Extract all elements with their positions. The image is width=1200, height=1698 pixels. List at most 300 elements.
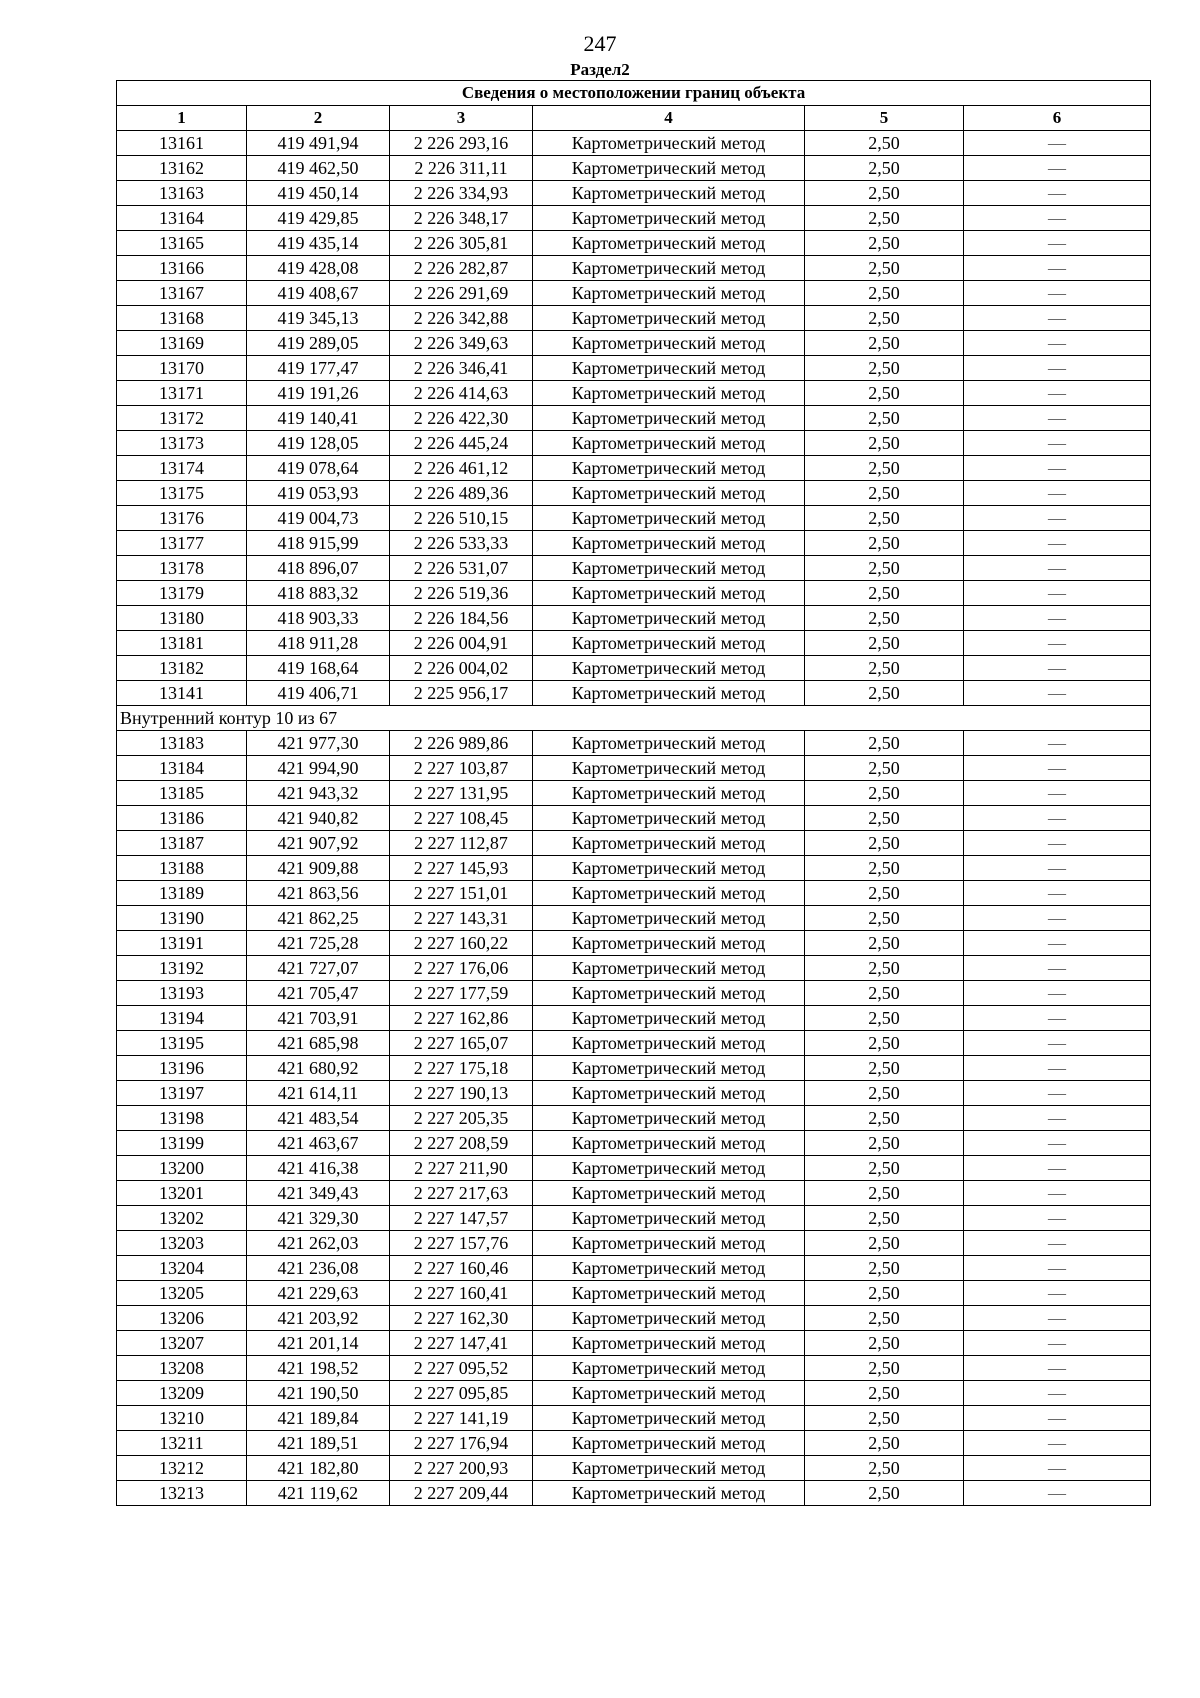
method: Картометрический метод [533,1481,805,1506]
point-number: 13176 [117,506,247,531]
accuracy: 2,50 [805,831,964,856]
coordinate-x: 419 428,08 [247,256,390,281]
coordinate-y: 2 226 349,63 [390,331,533,356]
point-number: 13199 [117,1131,247,1156]
note: — [964,231,1151,256]
column-number: 6 [964,106,1151,131]
accuracy: 2,50 [805,406,964,431]
note: — [964,1481,1151,1506]
column-number: 2 [247,106,390,131]
coordinate-x: 421 909,88 [247,856,390,881]
table-row [117,756,1151,781]
method: Картометрический метод [533,781,805,806]
method: Картометрический метод [533,581,805,606]
coordinate-y: 2 227 141,19 [390,1406,533,1431]
note: — [964,1406,1151,1431]
table-row [117,731,1151,756]
table-row [117,1356,1151,1381]
note: — [964,1131,1151,1156]
point-number: 13212 [117,1456,247,1481]
table-row [117,281,1151,306]
coordinate-x: 421 262,03 [247,1231,390,1256]
coordinate-x: 419 450,14 [247,181,390,206]
accuracy: 2,50 [805,131,964,156]
coordinate-y: 2 227 095,52 [390,1356,533,1381]
accuracy: 2,50 [805,1281,964,1306]
coordinate-x: 421 416,38 [247,1156,390,1181]
point-number: 13213 [117,1481,247,1506]
point-number: 13195 [117,1031,247,1056]
note: — [964,556,1151,581]
method: Картометрический метод [533,1031,805,1056]
table-row [117,981,1151,1006]
accuracy: 2,50 [805,1306,964,1331]
method: Картометрический метод [533,1281,805,1306]
note: — [964,1206,1151,1231]
table-row [117,206,1151,231]
point-number: 13173 [117,431,247,456]
table-row [117,956,1151,981]
table-row [117,1431,1151,1456]
accuracy: 2,50 [805,281,964,306]
accuracy: 2,50 [805,806,964,831]
coordinate-x: 419 406,71 [247,681,390,706]
coordinate-x: 419 491,94 [247,131,390,156]
method: Картометрический метод [533,456,805,481]
table-row [117,1331,1151,1356]
note: — [964,281,1151,306]
table-caption: Сведения о местоположении границ объекта [117,81,1151,106]
table-row [117,1181,1151,1206]
table-row [117,331,1151,356]
coordinate-x: 421 198,52 [247,1356,390,1381]
coordinate-y: 2 227 160,41 [390,1281,533,1306]
point-number: 13181 [117,631,247,656]
coordinate-y: 2 227 177,59 [390,981,533,1006]
accuracy: 2,50 [805,1406,964,1431]
coordinate-y: 2 227 143,31 [390,906,533,931]
point-number: 13185 [117,781,247,806]
note: — [964,1306,1151,1331]
coordinate-y: 2 226 531,07 [390,556,533,581]
method: Картометрический метод [533,631,805,656]
point-number: 13164 [117,206,247,231]
point-number: 13207 [117,1331,247,1356]
coordinate-y: 2 227 162,30 [390,1306,533,1331]
coordinate-y: 2 227 112,87 [390,831,533,856]
point-number: 13172 [117,406,247,431]
coordinate-x: 418 903,33 [247,606,390,631]
accuracy: 2,50 [805,531,964,556]
coordinate-y: 2 226 004,02 [390,656,533,681]
note: — [964,606,1151,631]
method: Картометрический метод [533,956,805,981]
point-number: 13192 [117,956,247,981]
note: — [964,1231,1151,1256]
table-row [117,1456,1151,1481]
method: Картометрический метод [533,1131,805,1156]
method: Картометрический метод [533,1156,805,1181]
table-row [117,681,1151,706]
table-row [117,481,1151,506]
table-row [117,606,1151,631]
point-number: 13170 [117,356,247,381]
note: — [964,856,1151,881]
table-row [117,1131,1151,1156]
accuracy: 2,50 [805,681,964,706]
point-number: 13163 [117,181,247,206]
table-row [117,181,1151,206]
method: Картометрический метод [533,606,805,631]
coordinate-y: 2 227 176,06 [390,956,533,981]
accuracy: 2,50 [805,756,964,781]
note: — [964,1456,1151,1481]
coordinate-y: 2 226 414,63 [390,381,533,406]
accuracy: 2,50 [805,1006,964,1031]
table-row [117,1231,1151,1256]
coordinate-y: 2 226 422,30 [390,406,533,431]
table-row [117,456,1151,481]
table-row [117,356,1151,381]
point-number: 13206 [117,1306,247,1331]
point-number: 13162 [117,156,247,181]
accuracy: 2,50 [805,456,964,481]
coordinate-x: 419 128,05 [247,431,390,456]
table-row [117,506,1151,531]
point-number: 13174 [117,456,247,481]
accuracy: 2,50 [805,881,964,906]
table-row [117,1381,1151,1406]
method: Картометрический метод [533,1331,805,1356]
point-number: 13189 [117,881,247,906]
coordinate-y: 2 226 519,36 [390,581,533,606]
table-row [117,1481,1151,1506]
coordinate-x: 421 863,56 [247,881,390,906]
coordinate-x: 421 189,51 [247,1431,390,1456]
coordinate-y: 2 226 342,88 [390,306,533,331]
table-row [117,931,1151,956]
table-row [117,431,1151,456]
coordinate-x: 421 727,07 [247,956,390,981]
accuracy: 2,50 [805,356,964,381]
section-title: Раздел2 [570,60,630,79]
coordinate-y: 2 226 346,41 [390,356,533,381]
point-number: 13211 [117,1431,247,1456]
point-number: 13169 [117,331,247,356]
coordinate-y: 2 227 131,95 [390,781,533,806]
table-row [117,1031,1151,1056]
method: Картометрический метод [533,1231,805,1256]
coordinate-y: 2 227 108,45 [390,806,533,831]
point-number: 13171 [117,381,247,406]
coordinate-y: 2 227 165,07 [390,1031,533,1056]
table-row [117,781,1151,806]
table-row [117,1081,1151,1106]
coordinate-x: 421 203,92 [247,1306,390,1331]
note: — [964,306,1151,331]
note: — [964,506,1151,531]
note: — [964,906,1151,931]
note: — [964,1331,1151,1356]
accuracy: 2,50 [805,1456,964,1481]
coordinate-x: 421 463,67 [247,1131,390,1156]
point-number: 13175 [117,481,247,506]
coordinate-y: 2 227 160,46 [390,1256,533,1281]
point-number: 13188 [117,856,247,881]
coordinate-x: 421 190,50 [247,1381,390,1406]
coordinate-y: 2 225 956,17 [390,681,533,706]
coordinate-x: 419 429,85 [247,206,390,231]
table-row [117,256,1151,281]
accuracy: 2,50 [805,731,964,756]
coordinate-x: 421 685,98 [247,1031,390,1056]
coordinate-x: 418 911,28 [247,631,390,656]
note: — [964,131,1151,156]
coordinate-y: 2 227 217,63 [390,1181,533,1206]
coordinate-x: 419 289,05 [247,331,390,356]
table-body [117,81,1151,1506]
coordinate-y: 2 227 160,22 [390,931,533,956]
coordinate-x: 418 915,99 [247,531,390,556]
method: Картометрический метод [533,331,805,356]
accuracy: 2,50 [805,656,964,681]
point-number: 13201 [117,1181,247,1206]
coordinate-x: 419 078,64 [247,456,390,481]
method: Картометрический метод [533,431,805,456]
method: Картометрический метод [533,531,805,556]
point-number: 13191 [117,931,247,956]
point-number: 13187 [117,831,247,856]
accuracy: 2,50 [805,1181,964,1206]
accuracy: 2,50 [805,1231,964,1256]
coordinate-y: 2 226 533,33 [390,531,533,556]
coordinate-x: 421 614,11 [247,1081,390,1106]
accuracy: 2,50 [805,1206,964,1231]
note: — [964,831,1151,856]
coordinate-x: 418 883,32 [247,581,390,606]
point-number: 13161 [117,131,247,156]
coordinate-x: 419 140,41 [247,406,390,431]
coordinate-x: 418 896,07 [247,556,390,581]
point-number: 13165 [117,231,247,256]
table-row [117,156,1151,181]
coordinate-x: 421 977,30 [247,731,390,756]
coordinate-x: 421 940,82 [247,806,390,831]
method: Картометрический метод [533,906,805,931]
method: Картометрический метод [533,1406,805,1431]
note: — [964,1106,1151,1131]
point-number: 13184 [117,756,247,781]
note: — [964,681,1151,706]
note: — [964,356,1151,381]
coordinate-y: 2 226 510,15 [390,506,533,531]
note: — [964,1281,1151,1306]
point-number: 13167 [117,281,247,306]
coordinate-x: 421 189,84 [247,1406,390,1431]
point-number: 13196 [117,1056,247,1081]
coordinate-y: 2 226 184,56 [390,606,533,631]
accuracy: 2,50 [805,1431,964,1456]
coordinate-y: 2 226 291,69 [390,281,533,306]
point-number: 13210 [117,1406,247,1431]
method: Картометрический метод [533,831,805,856]
method: Картометрический метод [533,931,805,956]
point-number: 13190 [117,906,247,931]
point-number: 13178 [117,556,247,581]
note: — [964,431,1151,456]
accuracy: 2,50 [805,1356,964,1381]
note: — [964,1356,1151,1381]
table-row [117,831,1151,856]
accuracy: 2,50 [805,981,964,1006]
point-number: 13180 [117,606,247,631]
accuracy: 2,50 [805,606,964,631]
point-number: 13194 [117,1006,247,1031]
accuracy: 2,50 [805,256,964,281]
coordinate-y: 2 226 445,24 [390,431,533,456]
note: — [964,331,1151,356]
coordinate-x: 419 004,73 [247,506,390,531]
table-row [117,1206,1151,1231]
table-row [117,131,1151,156]
table-row [117,381,1151,406]
method: Картометрический метод [533,1081,805,1106]
method: Картометрический метод [533,1381,805,1406]
note: — [964,756,1151,781]
note: — [964,581,1151,606]
note: — [964,181,1151,206]
note: — [964,456,1151,481]
point-number: 13200 [117,1156,247,1181]
coordinate-x: 421 725,28 [247,931,390,956]
coordinate-x: 419 408,67 [247,281,390,306]
method: Картометрический метод [533,881,805,906]
method: Картометрический метод [533,481,805,506]
coordinate-y: 2 226 489,36 [390,481,533,506]
method: Картометрический метод [533,756,805,781]
method: Картометрический метод [533,1181,805,1206]
column-number: 5 [805,106,964,131]
table-row [117,806,1151,831]
note: — [964,1056,1151,1081]
coordinate-y: 2 227 211,90 [390,1156,533,1181]
coordinate-y: 2 227 208,59 [390,1131,533,1156]
note: — [964,531,1151,556]
table-row [117,531,1151,556]
note: — [964,406,1151,431]
coordinate-y: 2 227 175,18 [390,1056,533,1081]
method: Картометрический метод [533,206,805,231]
coordinate-y: 2 226 311,11 [390,156,533,181]
coordinate-y: 2 226 461,12 [390,456,533,481]
note: — [964,206,1151,231]
coordinate-x: 419 191,26 [247,381,390,406]
table-row [117,656,1151,681]
coordinate-y: 2 227 200,93 [390,1456,533,1481]
accuracy: 2,50 [805,1331,964,1356]
method: Картометрический метод [533,1056,805,1081]
coordinate-x: 421 201,14 [247,1331,390,1356]
point-number: 13166 [117,256,247,281]
coordinate-x: 421 236,08 [247,1256,390,1281]
accuracy: 2,50 [805,431,964,456]
table-row [117,306,1151,331]
accuracy: 2,50 [805,856,964,881]
coordinate-x: 421 680,92 [247,1056,390,1081]
coordinate-x: 419 345,13 [247,306,390,331]
accuracy: 2,50 [805,306,964,331]
coordinate-y: 2 226 004,91 [390,631,533,656]
coordinate-y: 2 227 147,41 [390,1331,533,1356]
coordinate-x: 419 435,14 [247,231,390,256]
coordinate-x: 419 053,93 [247,481,390,506]
coordinate-x: 419 177,47 [247,356,390,381]
coordinate-x: 421 182,80 [247,1456,390,1481]
method: Картометрический метод [533,1456,805,1481]
method: Картометрический метод [533,256,805,281]
method: Картометрический метод [533,556,805,581]
accuracy: 2,50 [805,581,964,606]
coordinate-y: 2 226 282,87 [390,256,533,281]
note: — [964,1256,1151,1281]
accuracy: 2,50 [805,1381,964,1406]
coordinate-x: 421 349,43 [247,1181,390,1206]
coordinate-y: 2 227 145,93 [390,856,533,881]
accuracy: 2,50 [805,231,964,256]
contour-row [117,706,1151,731]
column-number: 4 [533,106,805,131]
coordinate-x: 421 705,47 [247,981,390,1006]
table-row [117,231,1151,256]
coordinate-x: 419 168,64 [247,656,390,681]
coordinate-x: 421 329,30 [247,1206,390,1231]
note: — [964,381,1151,406]
accuracy: 2,50 [805,1106,964,1131]
point-number: 13208 [117,1356,247,1381]
accuracy: 2,50 [805,956,964,981]
point-number: 13177 [117,531,247,556]
method: Картометрический метод [533,1106,805,1131]
method: Картометрический метод [533,356,805,381]
point-number: 13168 [117,306,247,331]
coordinate-y: 2 227 103,87 [390,756,533,781]
column-number: 3 [390,106,533,131]
table-row [117,1006,1151,1031]
point-number: 13186 [117,806,247,831]
coordinate-y: 2 227 190,13 [390,1081,533,1106]
table-row [117,906,1151,931]
accuracy: 2,50 [805,1156,964,1181]
method: Картометрический метод [533,506,805,531]
method: Картометрический метод [533,281,805,306]
note: — [964,981,1151,1006]
coordinate-y: 2 227 205,35 [390,1106,533,1131]
accuracy: 2,50 [805,331,964,356]
contour-label: Внутренний контур 10 из 67 [117,706,1151,731]
method: Картометрический метод [533,306,805,331]
note: — [964,1181,1151,1206]
accuracy: 2,50 [805,1131,964,1156]
method: Картометрический метод [533,1306,805,1331]
table-row [117,406,1151,431]
note: — [964,731,1151,756]
coordinate-x: 421 703,91 [247,1006,390,1031]
coordinate-y: 2 227 151,01 [390,881,533,906]
accuracy: 2,50 [805,1031,964,1056]
point-number: 13183 [117,731,247,756]
note: — [964,256,1151,281]
accuracy: 2,50 [805,181,964,206]
